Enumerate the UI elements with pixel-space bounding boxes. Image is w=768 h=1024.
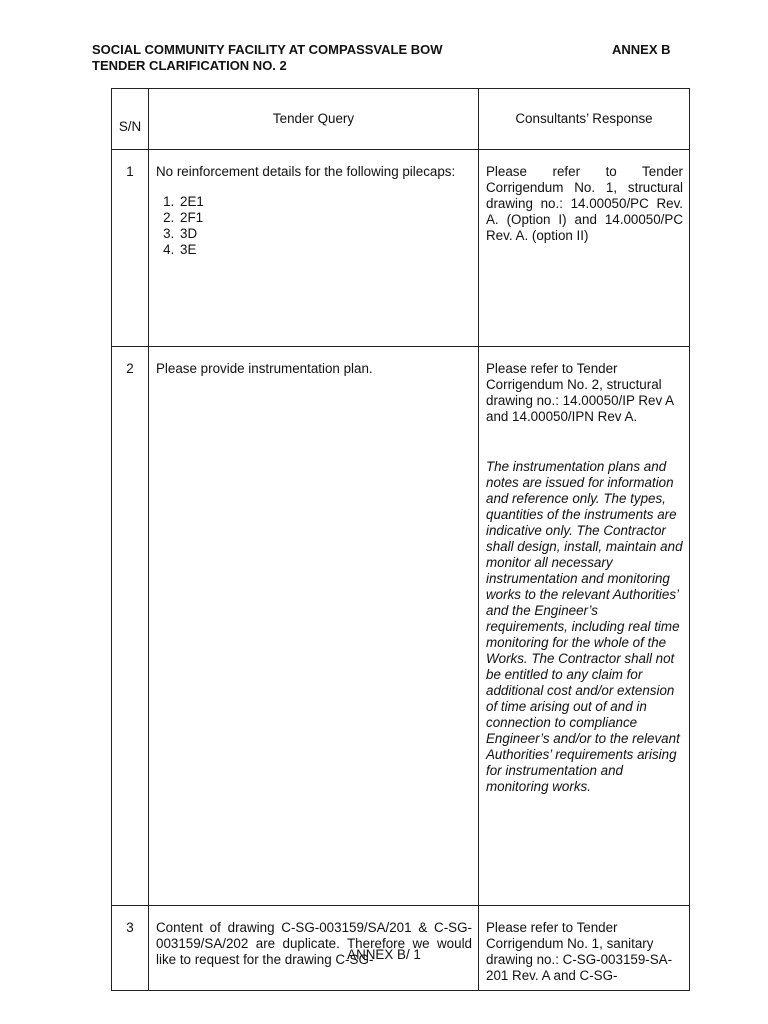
row-query: [149, 347, 479, 906]
response-text: Please refer to Tender Corrigendum No. 1, structural drawing no.: 14.00050/PC Rev. A. (Option I) and 14.00050/PC Rev. A. (option II): [486, 164, 683, 243]
column-header-query: Tender Query: [149, 89, 479, 150]
query-text: No reinforcement details for the following pilecaps:: [156, 164, 456, 179]
row-sn: 3: [112, 906, 149, 991]
column-header-response: Consultants’ Response: [479, 89, 690, 150]
pilecap-list: [156, 194, 472, 258]
column-header-sn: S/N: [112, 89, 149, 150]
annex-label: ANNEX B: [612, 42, 671, 57]
document-title: SOCIAL COMMUNITY FACILITY AT COMPASSVALE BOW: [92, 42, 443, 57]
page-footer: ANNEX B/ 1: [347, 947, 421, 962]
row-response: [479, 150, 690, 347]
list-item: 4. 3E: [178, 242, 472, 258]
query-text: Content of drawing C-SG-003159/SA/201 & C-SG-003159/SA/202 are duplicate. Therefore we would like to request for the drawing C-SG-: [156, 920, 472, 967]
response-note: The instrumentation plans and notes are issued for information and reference only. The types, quantities of the instruments are indicative only. The Contractor shall design, install, maintain and monitor all necessary instrumentation and monitoring works to the relevant Authorities’ and the Engineer’s requirements, including real time monitoring for the whole of the Works. The Contractor shall not be entitled to any claim for additional cost and/or extension of time arising out of and in connection to compliance Engineer’s and/or to the relevant Authorities’ requirements arising for instrumentation and monitoring works.: [486, 459, 683, 794]
table-row: [112, 150, 690, 347]
row-sn: 1: [112, 150, 149, 347]
list-item: 3. 3D: [178, 226, 472, 242]
list-item: 2. 2F1: [178, 210, 472, 226]
row-sn: 2: [112, 347, 149, 906]
response-text: Please refer to Tender Corrigendum No. 1, sanitary drawing no.: C-SG-003159-SA-201 Rev. A and C-SG-: [486, 920, 673, 983]
list-item: 1. 2E1: [178, 194, 472, 210]
table-row: [112, 347, 690, 906]
table-header-row: [112, 89, 690, 150]
row-query: [149, 150, 479, 347]
response-text: Please refer to Tender Corrigendum No. 2, structural drawing no.: 14.00050/IP Rev A and 14.00050/IPN Rev A.: [486, 361, 674, 424]
query-text: Please provide instrumentation plan.: [156, 361, 373, 376]
document-subtitle: TENDER CLARIFICATION NO. 2: [92, 58, 287, 73]
clarification-table: [111, 88, 690, 991]
row-response: [479, 347, 690, 906]
